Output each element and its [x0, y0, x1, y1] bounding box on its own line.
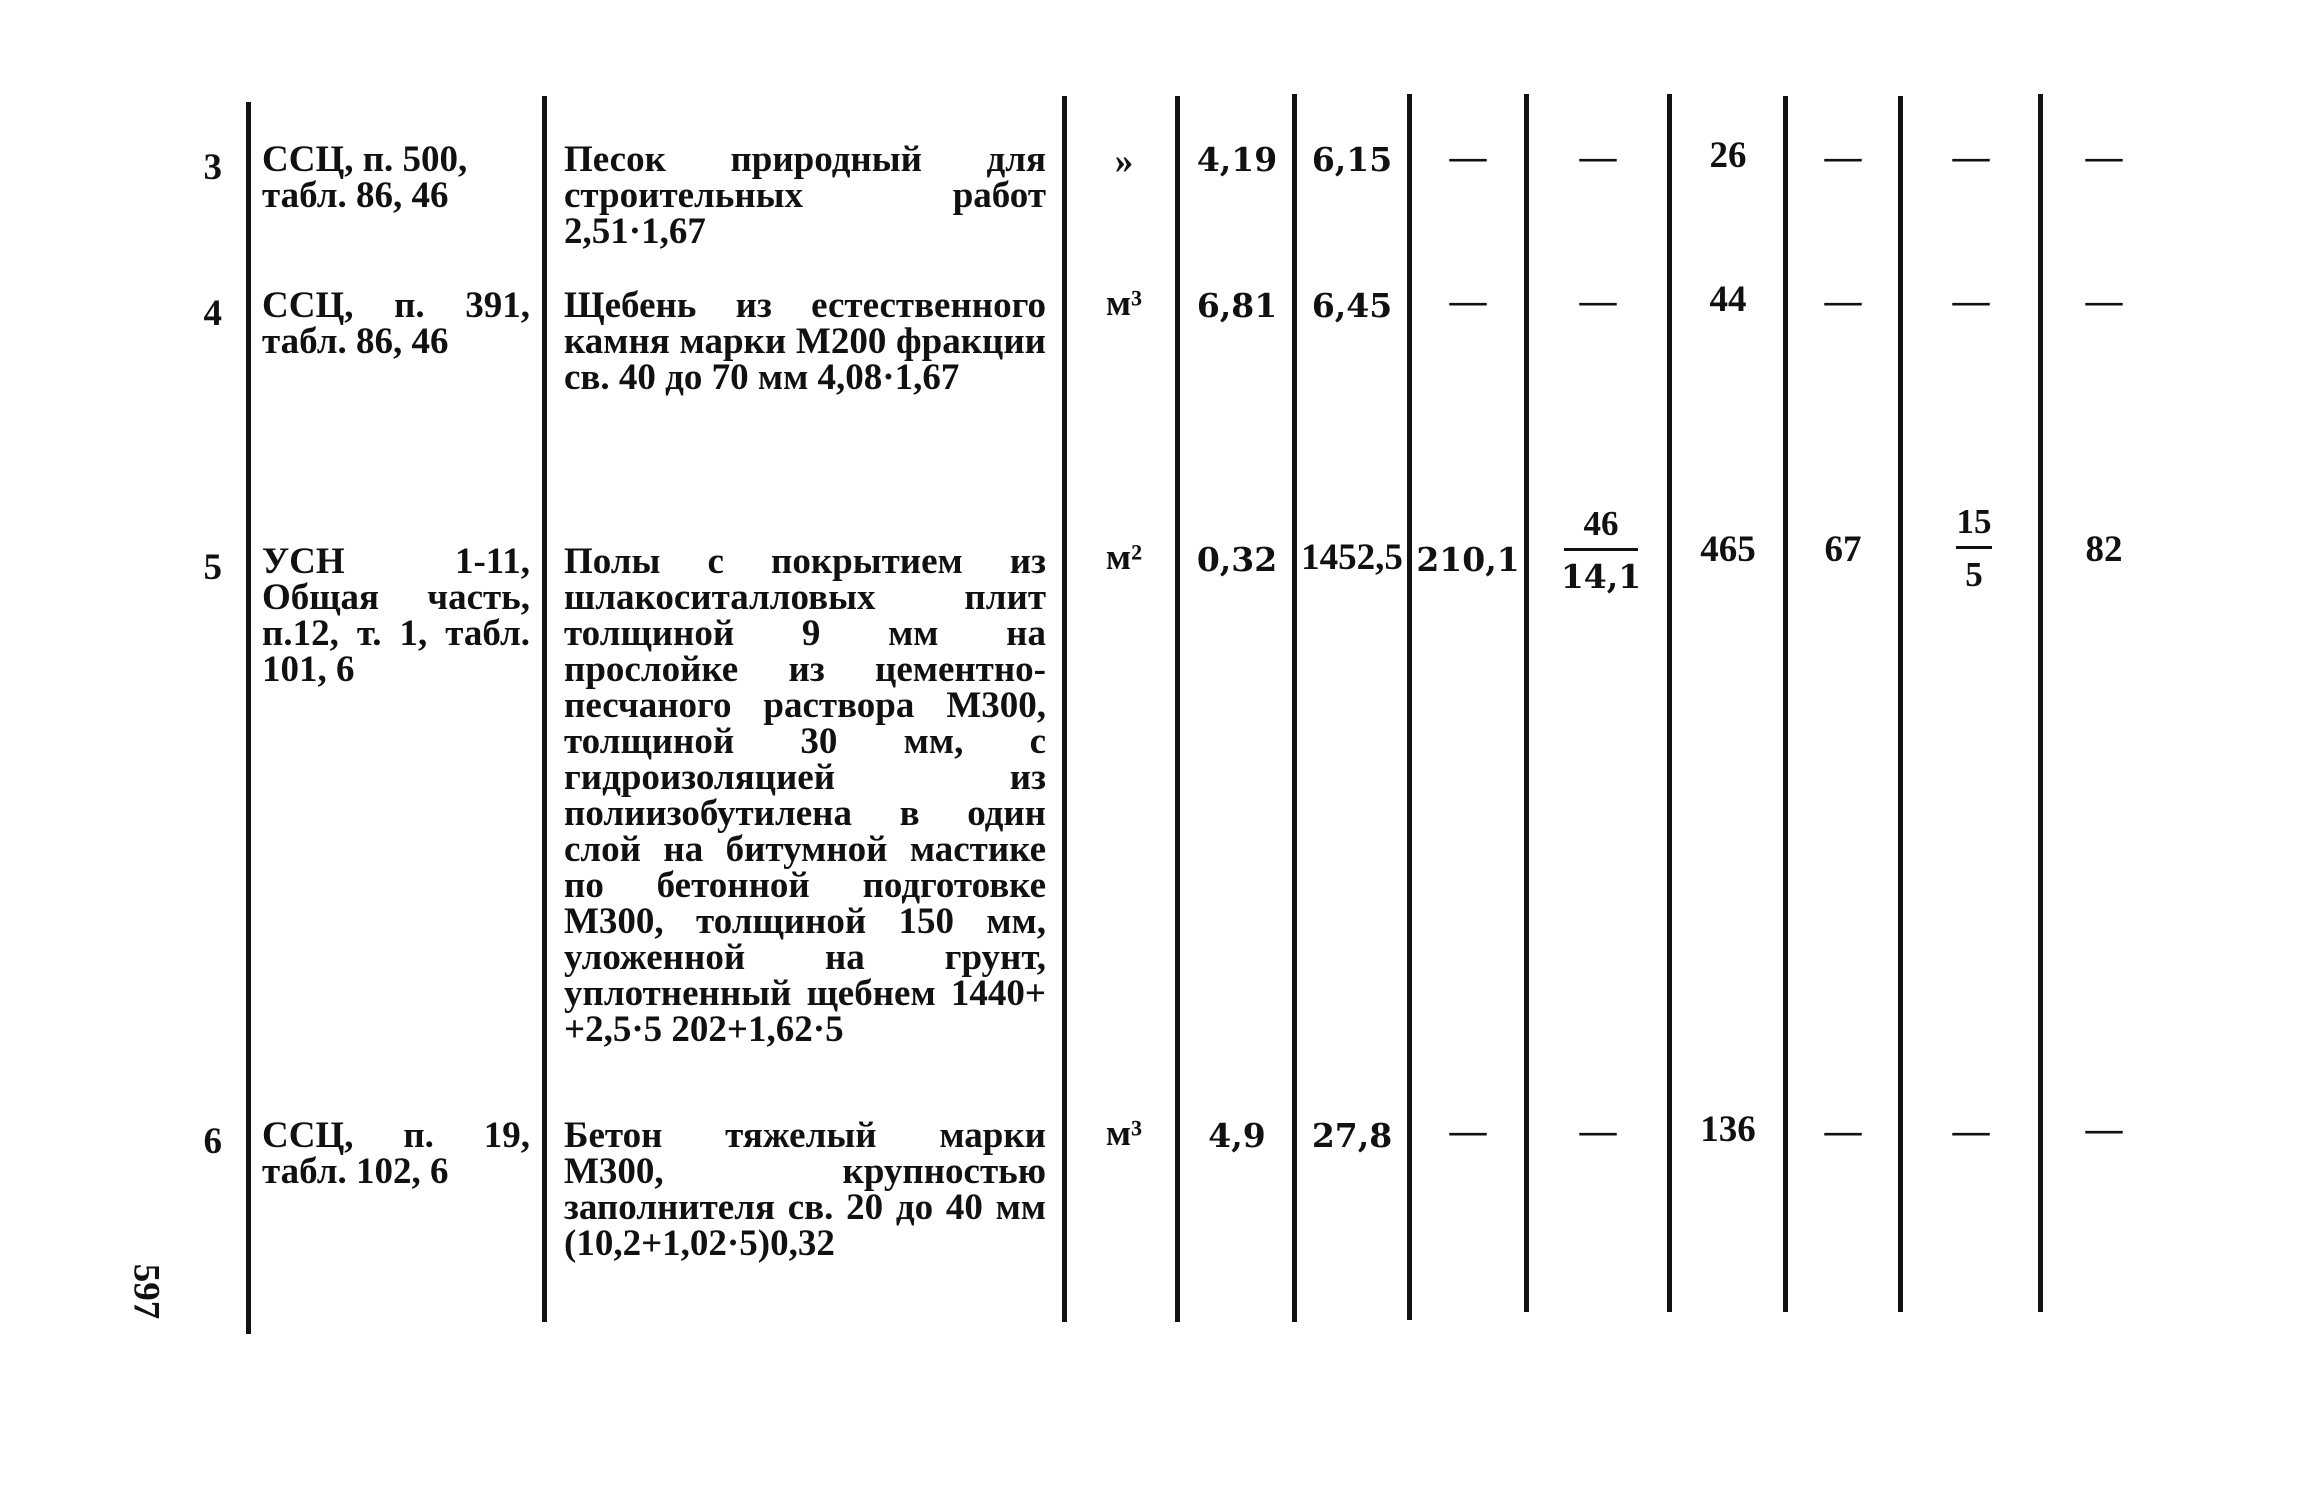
value-cell: 67 — [1824, 529, 1862, 570]
reference-cell: ССЦ, п. 500, табл. 86, 46 — [262, 139, 468, 216]
description-cell: Бетон тяжелый марки М300, крупностью заполнителя св. 20 до 40 мм (10,2+1,02·5)0,32 — [564, 1115, 1046, 1264]
fraction-numerator: 46 — [1583, 504, 1619, 543]
value-cell: — — [2085, 1109, 2123, 1150]
unit-cell: » — [1114, 141, 1134, 182]
value-cell: 136 — [1700, 1109, 1756, 1150]
column-rule — [1175, 96, 1180, 1322]
row-number: 3 — [203, 147, 222, 188]
description-cell: Песок природный для строительных работ 2,51·1,67 — [564, 139, 1046, 252]
value-cell: 0,32 — [1196, 540, 1278, 579]
value-cell: — — [1824, 281, 1862, 322]
fraction-value — [1952, 502, 1996, 595]
value-cell: — — [2085, 281, 2123, 322]
value-cell: — — [1952, 1111, 1990, 1152]
reference-cell: ССЦ, п. 19, табл. 102, 6 — [262, 1115, 530, 1192]
fraction-numerator: 15 — [1956, 502, 1992, 541]
value-cell: 6,45 — [1311, 286, 1393, 325]
value-cell: 6,81 — [1196, 286, 1278, 325]
value-cell: — — [1579, 1111, 1617, 1152]
fraction-value — [1560, 504, 1642, 596]
value-cell: 465 — [1700, 529, 1756, 570]
value-cell: 82 — [2085, 529, 2123, 570]
value-cell: 4,9 — [1208, 1116, 1266, 1155]
row-number: 6 — [203, 1121, 222, 1162]
unit-cell: м³ — [1105, 1113, 1143, 1154]
value-cell: 6,15 — [1311, 140, 1393, 179]
description-cell: Щебень из естественного камня марки М200 фракции св. 40 до 70 мм 4,08·1,67 — [564, 285, 1046, 398]
value-cell: — — [1449, 137, 1487, 178]
value-cell: 1452,5 — [1301, 537, 1403, 578]
value-cell: — — [1952, 281, 1990, 322]
column-rule — [1062, 96, 1067, 1322]
value-cell: 44 — [1709, 279, 1747, 320]
column-rule — [542, 96, 547, 1322]
column-rule — [1667, 94, 1672, 1312]
reference-cell: ССЦ, п. 391, табл. 86, 46 — [262, 285, 530, 362]
column-rule — [1783, 96, 1788, 1312]
value-cell: 4,19 — [1196, 140, 1278, 179]
column-rule — [1524, 94, 1529, 1312]
value-cell: — — [1824, 137, 1862, 178]
reference-cell: УСН 1-11, Общая часть, п.12, т. 1, табл. 101, 6 — [262, 541, 530, 690]
column-rule — [246, 102, 251, 1334]
fraction-denominator: 5 — [1965, 555, 1983, 594]
value-cell: — — [1449, 1111, 1487, 1152]
row-number: 5 — [203, 547, 222, 588]
value-cell: — — [1449, 281, 1487, 322]
value-cell: — — [2085, 137, 2123, 178]
value-cell: — — [1579, 137, 1617, 178]
column-rule — [1898, 96, 1903, 1312]
value-cell: 210,1 — [1416, 540, 1520, 579]
description-cell: Полы с покрытием из шлакоситалловых плит толщиной 9 мм на прослойке из цементно-песчаного раствора М300, толщиной 30 мм, с гидроизоляцией из полиизобутилена в один слой на битумной мастике по бетонной подготовке М300, толщиной 150 мм, уложенной на грунт, уплотненный щебнем 1440+ +2,5·5 202+1,62·5 — [564, 541, 1046, 1050]
page-number: 597 — [125, 1263, 167, 1320]
column-rule — [1292, 94, 1297, 1322]
value-cell: — — [1824, 1111, 1862, 1152]
row-number: 4 — [203, 293, 222, 334]
value-cell: — — [1579, 281, 1617, 322]
fraction-denominator: 14,1 — [1560, 557, 1642, 596]
value-cell: — — [1952, 137, 1990, 178]
value-cell: 26 — [1709, 135, 1747, 176]
column-rule — [2038, 94, 2043, 1312]
unit-cell: м² — [1105, 537, 1143, 578]
unit-cell: м³ — [1105, 283, 1143, 324]
column-rule — [1407, 94, 1412, 1320]
value-cell: 27,8 — [1311, 1116, 1393, 1155]
